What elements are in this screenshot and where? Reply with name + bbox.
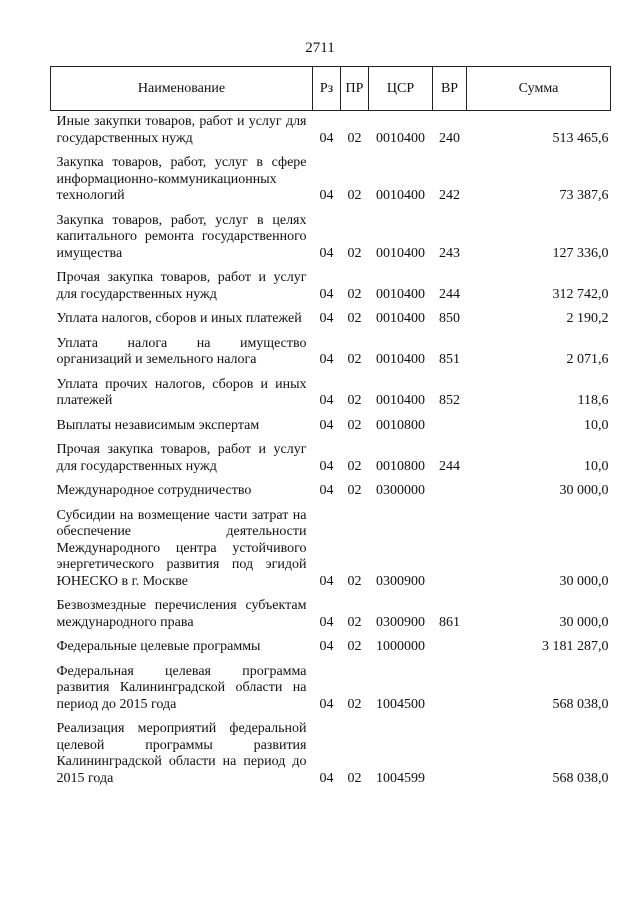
row-rz: 04 — [319, 483, 334, 498]
row-sum: 2 190,2 — [566, 311, 609, 326]
row-csr: 0010400 — [376, 311, 425, 326]
row-name: Федеральные целевые программы — [56, 639, 261, 654]
header-pr: ПР — [341, 67, 369, 111]
row-csr: 1004500 — [376, 696, 425, 712]
table-row — [51, 308, 611, 333]
row-sum: 30 000,0 — [559, 573, 609, 589]
row-pr: 02 — [347, 393, 362, 408]
row-vr: 242 — [439, 188, 460, 203]
row-name: Прочая закупка товаров, работ и услуг для государственных нужд — [56, 442, 307, 474]
row-rz: 04 — [319, 245, 334, 261]
row-sum: 10,0 — [584, 417, 609, 433]
row-rz: 04 — [319, 188, 334, 203]
table-row — [51, 267, 611, 308]
row-sum: 2 071,6 — [566, 352, 609, 367]
row-sum: 127 336,0 — [552, 245, 609, 261]
row-sum: 30 000,0 — [559, 614, 609, 630]
row-pr: 02 — [347, 770, 362, 786]
row-rz: 04 — [319, 639, 334, 654]
row-pr: 02 — [347, 614, 362, 630]
row-name: Иные закупки товаров, работ и услуг для государственных нужд — [56, 114, 307, 146]
row-pr: 02 — [347, 352, 362, 367]
row-name: Международное сотрудничество — [56, 483, 252, 498]
row-rz: 04 — [319, 352, 334, 367]
table-row — [51, 636, 611, 661]
table-row — [51, 439, 611, 480]
row-name: Субсидии на возмещение части затрат на обеспечение деятельности Международного центра устойчивого энергетического развития под эгидой ЮНЕСКО в г. Москве — [56, 507, 307, 589]
row-name: Уплата прочих налогов, сборов и иных платежей — [56, 376, 307, 408]
table-row — [51, 505, 611, 596]
row-csr: 0010800 — [376, 458, 425, 474]
row-sum: 118,6 — [577, 393, 609, 408]
row-pr: 02 — [347, 417, 362, 433]
row-vr: 244 — [439, 286, 460, 302]
row-vr: 243 — [439, 245, 460, 261]
row-sum: 513 465,6 — [552, 130, 609, 146]
header-rz: Рз — [313, 67, 341, 111]
row-rz: 04 — [319, 130, 334, 146]
row-csr: 0300900 — [376, 573, 425, 589]
row-vr: 861 — [439, 614, 460, 630]
table-row — [51, 661, 611, 719]
row-pr: 02 — [347, 483, 362, 498]
header-row — [51, 67, 611, 111]
row-name: Безвозмездные перечисления субъектам международного права — [56, 598, 307, 630]
row-vr — [433, 718, 467, 792]
header-vr: ВР — [433, 67, 467, 111]
page-number: 2711 — [305, 40, 335, 56]
row-vr — [433, 661, 467, 719]
row-vr — [433, 636, 467, 661]
row-csr: 0300000 — [376, 483, 425, 498]
budget-table — [50, 66, 611, 792]
row-sum: 312 742,0 — [552, 286, 609, 302]
row-pr: 02 — [347, 245, 362, 261]
table-row — [51, 415, 611, 440]
row-rz: 04 — [319, 417, 334, 433]
row-csr: 1000000 — [376, 639, 425, 654]
row-csr: 0010400 — [376, 286, 425, 302]
row-pr: 02 — [347, 130, 362, 146]
row-name: Выплаты независимым экспертам — [56, 417, 260, 433]
row-name: Закупка товаров, работ, услуг в целях капитального ремонта государственного имущества — [56, 212, 307, 261]
row-rz: 04 — [319, 614, 334, 630]
row-rz: 04 — [319, 311, 334, 326]
row-pr: 02 — [347, 311, 362, 326]
row-pr: 02 — [347, 458, 362, 474]
row-vr: 244 — [439, 458, 460, 474]
row-vr: 850 — [439, 311, 460, 326]
row-pr: 02 — [347, 639, 362, 654]
row-name: Уплата налогов, сборов и иных платежей — [56, 311, 302, 326]
row-vr — [433, 415, 467, 440]
row-vr — [433, 480, 467, 505]
row-sum: 568 038,0 — [552, 696, 609, 712]
row-csr: 0300900 — [376, 614, 425, 630]
row-sum: 10,0 — [584, 458, 609, 474]
header-csr: ЦСР — [369, 67, 433, 111]
row-csr: 0010400 — [376, 245, 425, 261]
table-body — [51, 111, 611, 793]
row-name: Федеральная целевая программа развития Калининградской области на период до 2015 года — [56, 663, 307, 712]
row-vr: 240 — [439, 130, 460, 146]
row-rz: 04 — [319, 458, 334, 474]
table-row — [51, 480, 611, 505]
row-pr: 02 — [347, 696, 362, 712]
row-csr: 0010400 — [376, 393, 425, 408]
row-sum: 568 038,0 — [552, 770, 609, 786]
row-csr: 0010400 — [376, 352, 425, 367]
row-vr: 852 — [439, 393, 460, 408]
table-header — [51, 67, 611, 111]
row-rz: 04 — [319, 286, 334, 302]
table-row — [51, 718, 611, 792]
row-rz: 04 — [319, 696, 334, 712]
table-row — [51, 111, 611, 153]
header-sum: Сумма — [467, 67, 611, 111]
row-name: Реализация мероприятий федеральной целевой программы развития Калининградской области на период до 2015 года — [56, 721, 307, 786]
row-csr: 0010400 — [376, 130, 425, 146]
row-pr: 02 — [347, 286, 362, 302]
row-csr: 0010800 — [376, 417, 425, 433]
row-rz: 04 — [319, 573, 334, 589]
table-row — [51, 333, 611, 374]
row-csr: 1004599 — [376, 770, 425, 786]
row-sum: 30 000,0 — [559, 483, 609, 498]
header-name: Наименование — [51, 67, 313, 111]
row-csr: 0010400 — [376, 188, 425, 203]
row-rz: 04 — [319, 393, 334, 408]
row-rz: 04 — [319, 770, 334, 786]
row-name: Закупка товаров, работ, услуг в сфере информационно-коммуникационных технологий — [56, 155, 307, 203]
row-pr: 02 — [347, 188, 362, 203]
table-row — [51, 152, 611, 210]
row-sum: 3 181 287,0 — [542, 639, 609, 654]
table-row — [51, 595, 611, 636]
row-name: Прочая закупка товаров, работ и услуг для государственных нужд — [56, 270, 307, 302]
row-vr: 851 — [439, 352, 460, 367]
row-name: Уплата налога на имущество организаций и земельного налога — [56, 335, 307, 367]
row-sum: 73 387,6 — [559, 188, 609, 203]
table-row — [51, 210, 611, 268]
table-row — [51, 374, 611, 415]
row-pr: 02 — [347, 573, 362, 589]
row-vr — [433, 505, 467, 596]
